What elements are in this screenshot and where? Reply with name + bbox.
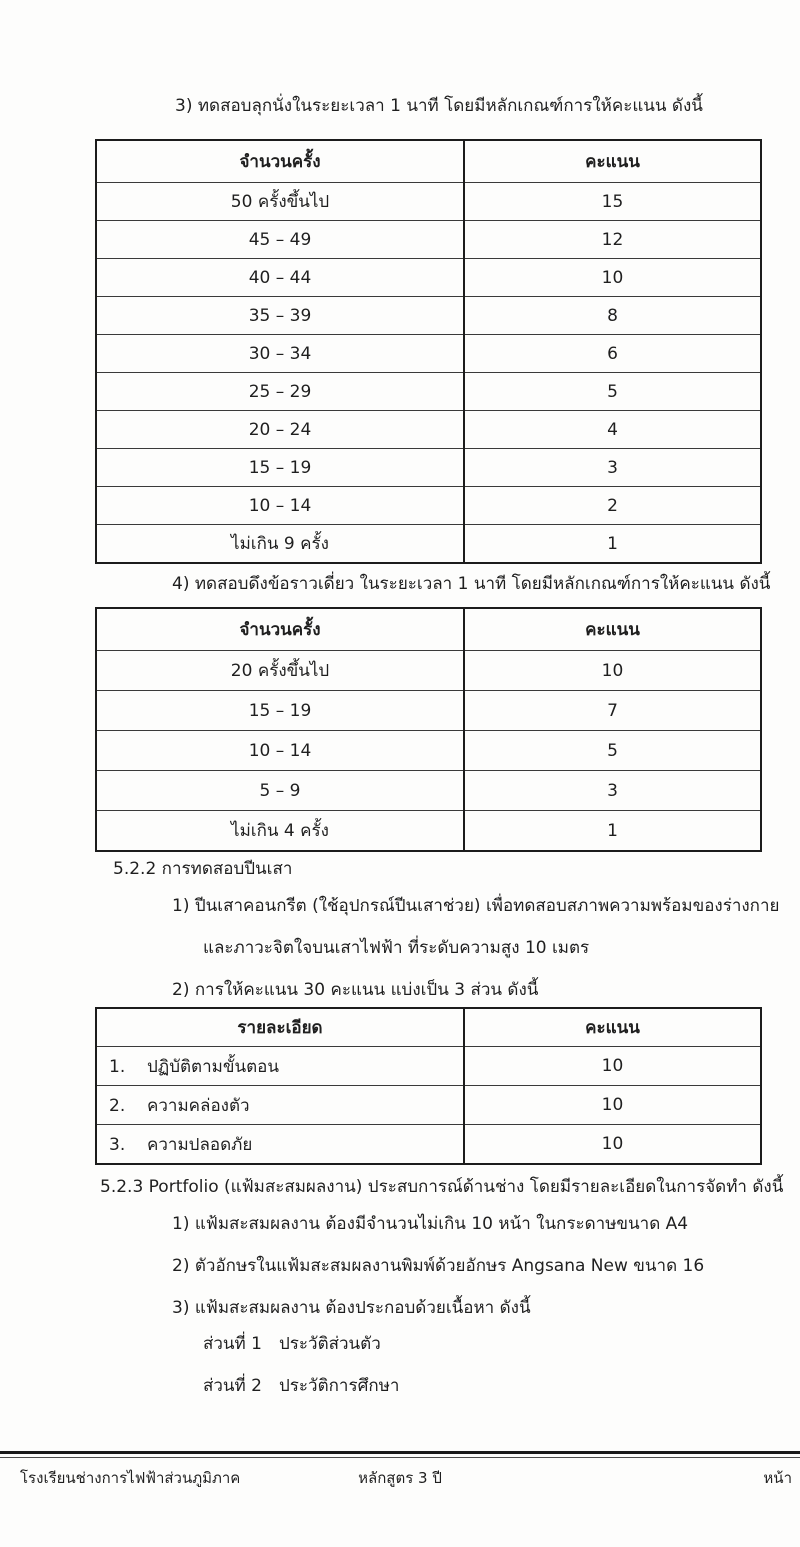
row-number: 2. [109, 1095, 126, 1116]
portfolio-part1-text: ประวัติส่วนตัว [279, 1334, 381, 1354]
portfolio-part2 [203, 1372, 399, 1399]
pole-climb-item1-line1: 1) ปีนเสาคอนกรีต (ใช้อุปกรณ์ปีนเสาช่วย) เพื่อทดสอบสภาพความพร้อมของร่างกาย [172, 896, 780, 916]
header-cell-count: จำนวนครั้ง [96, 140, 464, 183]
section-522-heading: 5.2.2 การทดสอบปีนเสา [113, 859, 293, 879]
cell-range: 5 – 9 [96, 771, 464, 811]
cell-range: 15 – 19 [96, 691, 464, 731]
cell-detail [96, 1047, 464, 1086]
cell-detail [96, 1125, 464, 1165]
portfolio-part1-label: ส่วนที่ 1 [203, 1334, 262, 1354]
table-row [96, 525, 761, 564]
portfolio-part2-text: ประวัติการศึกษา [279, 1376, 400, 1396]
pole-climb-item2: 2) การให้คะแนน 30 คะแนน แบ่งเป็น 3 ส่วน ดังนี้ [172, 980, 539, 1000]
cell-range: 10 – 14 [96, 731, 464, 771]
section-523-heading: 5.2.3 Portfolio (แฟ้มสะสมผลงาน) ประสบการณ์ด้านช่าง โดยมีรายละเอียดในการจัดทำ ดังนี้ [100, 1177, 784, 1197]
header-cell-score: คะแนน [464, 608, 761, 651]
table-row [96, 1125, 761, 1165]
cell-score: 10 [464, 651, 761, 691]
cell-score: 7 [464, 691, 761, 731]
pole-climb-item1-line2: และภาวะจิตใจบนเสาไฟฟ้า ที่ระดับความสูง 10 เมตร [203, 938, 590, 958]
cell-score: 12 [464, 221, 761, 259]
portfolio-item2: 2) ตัวอักษรในแฟ้มสะสมผลงานพิมพ์ด้วยอักษร Angsana New ขนาด 16 [172, 1256, 705, 1276]
footer-divider [0, 1451, 800, 1458]
cell-score: 10 [464, 259, 761, 297]
cell-range: 15 – 19 [96, 449, 464, 487]
pullup-test-heading: 4) ทดสอบดึงข้อราวเดี่ยว ในระยะเวลา 1 นาที โดยมีหลักเกณฑ์การให้คะแนน ดังนี้ [172, 574, 771, 594]
cell-range: 20 ครั้งขึ้นไป [96, 651, 464, 691]
table-row [96, 183, 761, 221]
cell-score: 10 [464, 1125, 761, 1165]
header-cell-count: จำนวนครั้ง [96, 608, 464, 651]
header-cell-detail: รายละเอียด [96, 1008, 464, 1047]
pole-climb-score-table [95, 1007, 762, 1165]
cell-score: 3 [464, 771, 761, 811]
table-header-row [96, 140, 761, 183]
cell-score: 5 [464, 731, 761, 771]
cell-score: 10 [464, 1086, 761, 1125]
table-row [96, 335, 761, 373]
table-header-row [96, 608, 761, 651]
table-row [96, 259, 761, 297]
cell-score: 6 [464, 335, 761, 373]
table-row [96, 731, 761, 771]
cell-range: 45 – 49 [96, 221, 464, 259]
situp-test-heading: 3) ทดสอบลุกนั่งในระยะเวลา 1 นาที โดยมีหลักเกณฑ์การให้คะแนน ดังนี้ [175, 96, 703, 116]
cell-range: 25 – 29 [96, 373, 464, 411]
cell-score: 8 [464, 297, 761, 335]
table-row [96, 811, 761, 852]
table-row [96, 487, 761, 525]
table-row [96, 373, 761, 411]
row-label: ปฏิบัติตามขั้นตอน [147, 1056, 279, 1077]
table-row [96, 449, 761, 487]
header-cell-score: คะแนน [464, 140, 761, 183]
table-header-row [96, 1008, 761, 1047]
cell-score: 3 [464, 449, 761, 487]
row-number: 3. [109, 1134, 126, 1155]
table-row [96, 651, 761, 691]
cell-score: 15 [464, 183, 761, 221]
portfolio-part1 [203, 1330, 381, 1357]
table-row [96, 411, 761, 449]
row-number: 1. [109, 1056, 126, 1077]
situp-score-table [95, 139, 762, 564]
table-row [96, 297, 761, 335]
cell-range: 50 ครั้งขึ้นไป [96, 183, 464, 221]
portfolio-item3: 3) แฟ้มสะสมผลงาน ต้องประกอบด้วยเนื้อหา ดังนี้ [172, 1298, 531, 1318]
cell-score: 1 [464, 811, 761, 852]
table-row [96, 771, 761, 811]
cell-range: ไม่เกิน 4 ครั้ง [96, 811, 464, 852]
portfolio-part2-label: ส่วนที่ 2 [203, 1376, 262, 1396]
row-label: ความปลอดภัย [147, 1134, 253, 1155]
footer-page-label: หน้า [763, 1469, 792, 1487]
cell-score: 5 [464, 373, 761, 411]
cell-range: 35 – 39 [96, 297, 464, 335]
table-row [96, 691, 761, 731]
cell-range: 10 – 14 [96, 487, 464, 525]
portfolio-item1: 1) แฟ้มสะสมผลงาน ต้องมีจำนวนไม่เกิน 10 หน้า ในกระดาษขนาด A4 [172, 1214, 689, 1234]
cell-detail [96, 1086, 464, 1125]
header-cell-score: คะแนน [464, 1008, 761, 1047]
row-label: ความคล่องตัว [147, 1095, 250, 1116]
cell-range: 20 – 24 [96, 411, 464, 449]
cell-score: 2 [464, 487, 761, 525]
table-row [96, 221, 761, 259]
cell-range: 30 – 34 [96, 335, 464, 373]
footer-school-name: โรงเรียนช่างการไฟฟ้าส่วนภูมิภาค [20, 1469, 241, 1487]
pullup-score-table [95, 607, 762, 852]
footer-curriculum: หลักสูตร 3 ปี [358, 1469, 442, 1487]
cell-score: 10 [464, 1047, 761, 1086]
table-row [96, 1086, 761, 1125]
cell-range: ไม่เกิน 9 ครั้ง [96, 525, 464, 564]
cell-score: 1 [464, 525, 761, 564]
cell-score: 4 [464, 411, 761, 449]
cell-range: 40 – 44 [96, 259, 464, 297]
table-row [96, 1047, 761, 1086]
